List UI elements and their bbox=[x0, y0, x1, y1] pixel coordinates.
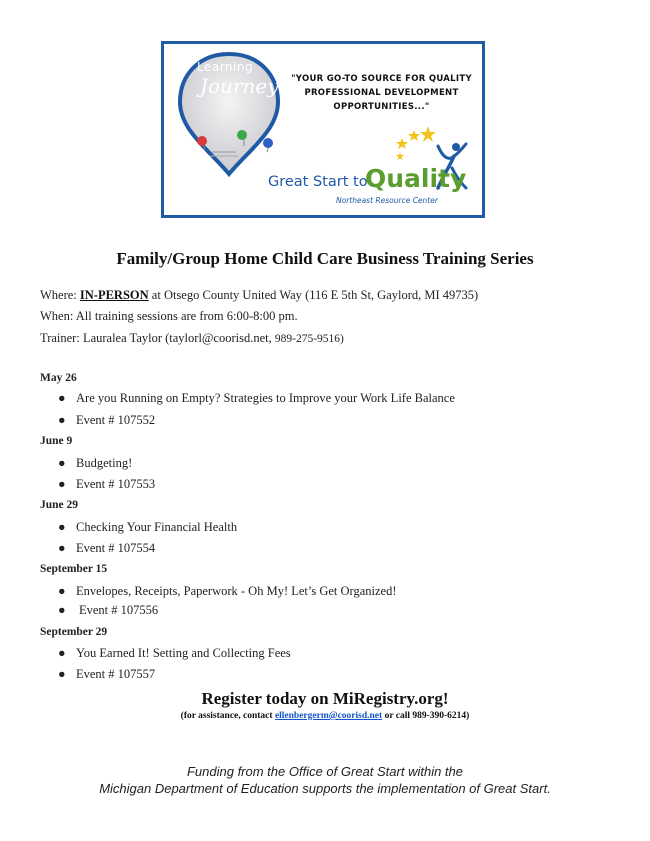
session-date: June 29 bbox=[40, 499, 79, 511]
tagline bbox=[284, 72, 479, 114]
session-event-number: ● Event # 107556 bbox=[58, 603, 159, 617]
session-topic: ● Checking Your Financial Health bbox=[58, 520, 238, 534]
assistance-line bbox=[0, 711, 650, 721]
brand-great-start-to: Great Start to bbox=[268, 174, 368, 190]
funding-line-2: Michigan Department of Education supports the implementation of Great Start. bbox=[99, 781, 551, 796]
where-line bbox=[40, 288, 478, 303]
brand-quality: Quality bbox=[365, 164, 467, 193]
funding-line-1: Funding from the Office of Great Start within the bbox=[186, 764, 463, 779]
session-date: June 9 bbox=[40, 435, 73, 447]
assistance-email-link[interactable]: ellenbergerm@coorisd.net bbox=[274, 711, 383, 721]
where-location: at Otsego County United Way bbox=[151, 288, 302, 302]
register-heading: Register today on MiRegistry.org! bbox=[201, 689, 449, 708]
pin-word-journey: Journey bbox=[200, 74, 279, 98]
pin-word-learning: Learning bbox=[197, 60, 254, 74]
red-pushpin-icon bbox=[197, 136, 207, 146]
stars-icon bbox=[392, 124, 436, 164]
where-label: Where: bbox=[40, 288, 77, 302]
session-topic: ● You Earned It! Setting and Collecting Fees bbox=[58, 646, 291, 660]
tagline-line-1: "YOUR GO-TO SOURCE FOR QUALITY bbox=[291, 74, 472, 84]
session-event-number: ● Event # 107552 bbox=[58, 413, 156, 427]
session-topic: ● Are you Running on Empty? Strategies to Improve your Work Life Balance bbox=[58, 391, 455, 405]
trainer-line bbox=[40, 331, 344, 346]
tagline-line-3: OPPORTUNITIES..." bbox=[333, 102, 430, 112]
brand-subtitle: Northeast Resource Center bbox=[336, 196, 438, 205]
session-event-number: ● Event # 107553 bbox=[58, 477, 156, 491]
session-date: May 26 bbox=[40, 372, 77, 384]
page-title: Family/Group Home Child Care Business Training Series bbox=[116, 249, 534, 268]
session-date: September 15 bbox=[40, 563, 108, 575]
assist-suffix: or call 989-390-6214) bbox=[384, 711, 470, 721]
session-event-number: ● Event # 107554 bbox=[58, 541, 156, 555]
session-date: September 29 bbox=[40, 626, 108, 638]
blue-pushpin-icon bbox=[263, 138, 273, 148]
tagline-line-2: PROFESSIONAL DEVELOPMENT bbox=[304, 88, 459, 98]
in-person-badge: IN-PERSON bbox=[79, 288, 149, 302]
green-pushpin-icon bbox=[237, 130, 247, 140]
trainer-phone: 989-275-9516) bbox=[274, 333, 344, 345]
session-topic: ● Budgeting! bbox=[58, 456, 133, 470]
trainer-info: Trainer: Lauralea Taylor (taylorl@coorisd.net, bbox=[40, 331, 272, 345]
when-line: When: All training sessions are from 6:00-8:00 pm. bbox=[40, 309, 298, 323]
where-address: (116 E 5th St, Gaylord, MI 49735) bbox=[305, 288, 479, 302]
session-topic: ● Envelopes, Receipts, Paperwork - Oh My! Let’s Get Organized! bbox=[58, 584, 397, 598]
session-event-number: ● Event # 107557 bbox=[58, 667, 156, 681]
banner bbox=[161, 41, 485, 218]
assist-prefix: (for assistance, contact bbox=[180, 711, 273, 721]
